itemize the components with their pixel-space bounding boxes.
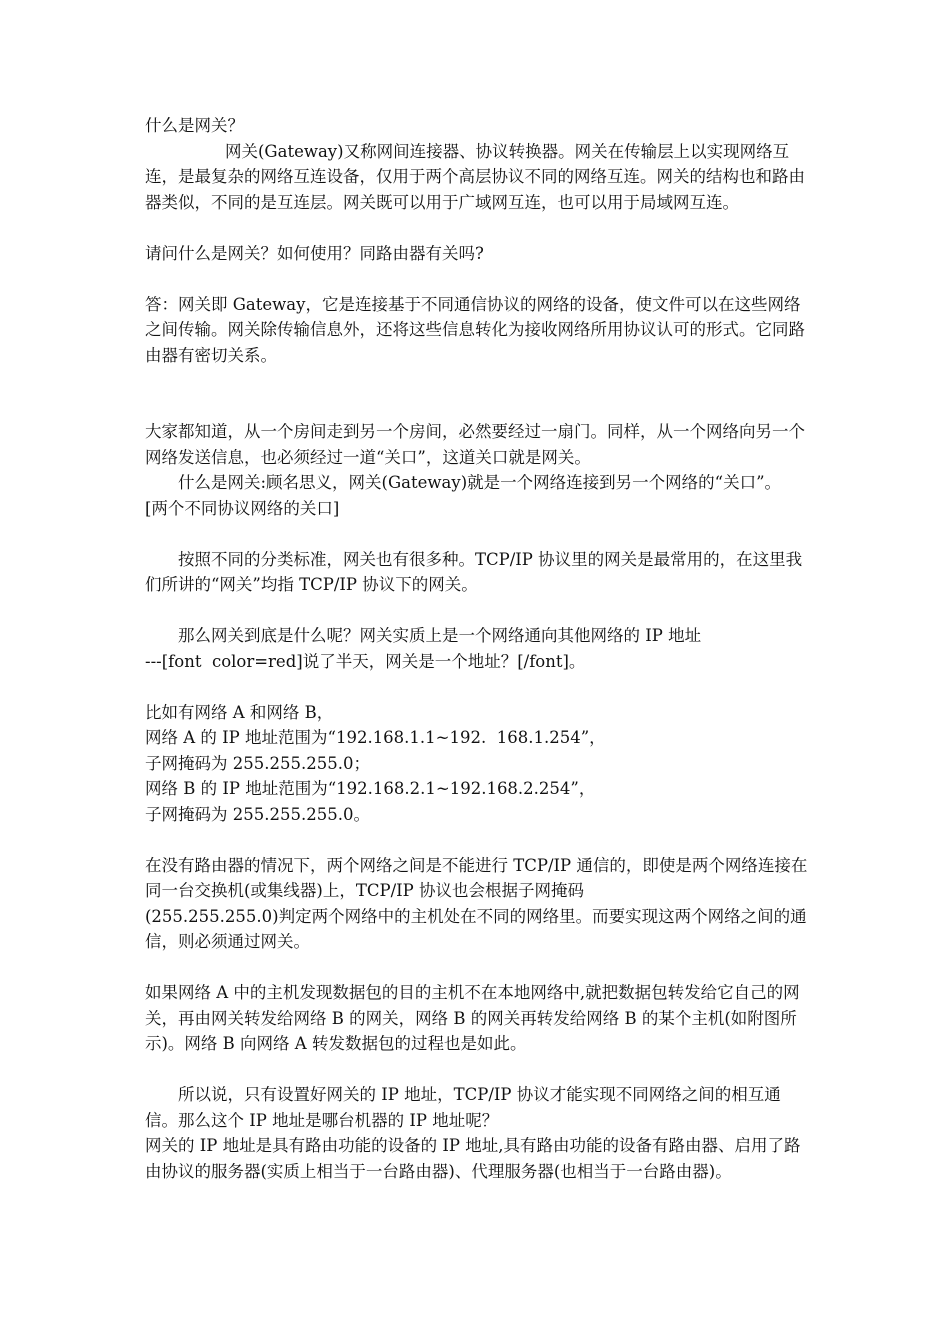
- paragraph-gateway-definition: 网关(Gateway)又称网间连接器、协议转换器。网关在传输层上以实现网络互连，是最复杂的网络互连设备，仅用于两个高层协议不同的网络互连。网关的结构也和路由器类似，不同的是互连层。网关既可以用于广域网互连，也可以用于局域网互连。: [145, 141, 805, 212]
- network-b-mask: 子网掩码为 255.255.255.0。: [145, 804, 370, 824]
- network-a-mask: 子网掩码为 255.255.255.0；: [145, 753, 370, 773]
- document-page: [145, 113, 810, 1184]
- spacer: [145, 827, 810, 853]
- question-line: 请问什么是网关？如何使用？同路由器有关吗?: [145, 243, 484, 263]
- paragraph-set-gateway: 所以说，只有设置好网关的 IP 地址，TCP/IP 协议才能实现不同网络之间的相互通信。那么这个 IP 地址是哪台机器的 IP 地址呢？: [145, 1085, 781, 1130]
- example-intro: 比如有网络 A 和网络 B，: [145, 702, 334, 722]
- paragraph-gateway-meaning: 什么是网关:顾名思义，网关(Gateway)就是一个网络连接到另一个网络的“关口”。: [178, 473, 781, 492]
- spacer: [145, 266, 810, 292]
- paragraph-door-analogy: 大家都知道，从一个房间走到另一个房间，必然要经过一扇门。同样，从一个网络向另一个网络发送信息，也必须经过一道“关口”，这道关口就是网关。: [145, 422, 805, 467]
- spacer: [145, 598, 810, 624]
- bracket-note: [两个不同协议网络的关口]: [145, 498, 340, 518]
- font-tag-line: ---[font color=red]说了半天，网关是一个地址？[/font]。: [145, 651, 586, 671]
- paragraph-gateway-ip: 那么网关到底是什么呢？网关实质上是一个网络通向其他网络的 IP 地址: [178, 626, 702, 645]
- paragraph-packet-forwarding: 如果网络 A 中的主机发现数据包的目的主机不在本地网络中,就把数据包转发给它自己的网关，再由网关转发给网络 B 的网关，网络 B 的网关再转发给网络 B 的某个主机(如附图所示)。网络 B 向网络 A 转发数据包的过程也是如此。: [145, 983, 800, 1053]
- network-a-range: 网络 A 的 IP 地址范围为“192.168.1.1~192. 168.1.254”，: [145, 728, 606, 747]
- spacer: [145, 1057, 810, 1083]
- heading-what-is-gateway: 什么是网关？: [145, 116, 244, 135]
- spacer: [145, 368, 810, 419]
- paragraph-subnet-judgement: (255.255.255.0)判定两个网络中的主机处在不同的网络里。而要实现这两个网络之间的通信，则必须通过网关。: [145, 906, 807, 951]
- spacer: [145, 674, 810, 700]
- paragraph-no-router: 在没有路由器的情况下，两个网络之间是不能进行 TCP/IP 通信的，即使是两个网络连接在同一台交换机(或集线器)上，TCP/IP 协议也会根据子网掩码: [145, 855, 808, 900]
- answer-paragraph: 答：网关即 Gateway，它是连接基于不同通信协议的网络的设备，使文件可以在这些网络之间传输。网关除传输信息外，还将这些信息转化为接收网络所用协议认可的形式。它同路由器有密切关系。: [145, 294, 805, 365]
- spacer: [145, 215, 810, 241]
- network-b-range: 网络 B 的 IP 地址范围为“192.168.2.1~192.168.2.254”，: [145, 779, 596, 798]
- spacer: [145, 521, 810, 547]
- paragraph-classification: 按照不同的分类标准，网关也有很多种。TCP/IP 协议里的网关是最常用的，在这里我们所讲的“网关”均指 TCP/IP 协议下的网关。: [145, 549, 803, 594]
- spacer: [145, 955, 810, 981]
- paragraph-router-devices: 网关的 IP 地址是具有路由功能的设备的 IP 地址,具有路由功能的设备有路由器、启用了路由协议的服务器(实质上相当于一台路由器)、代理服务器(也相当于一台路由器)。: [145, 1136, 801, 1181]
